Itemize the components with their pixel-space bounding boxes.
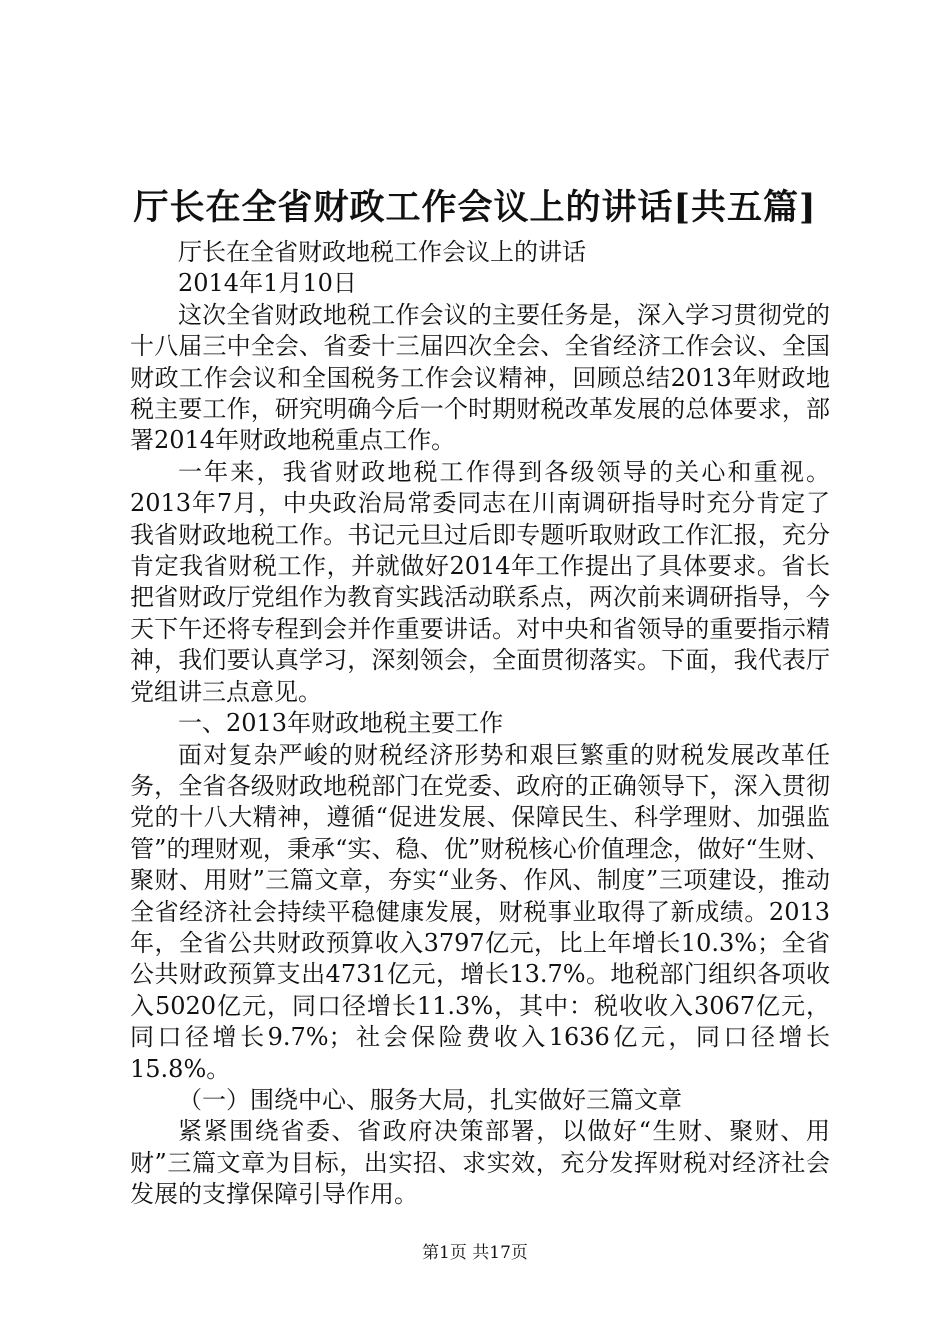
section-heading: 一、2013年财政地税主要工作 (178, 709, 504, 738)
body-paragraph: 紧紧围绕省委、省政府决策部署，以做好“生财、聚财、用财”三篇文章为目标，出实招、求实效，充分发挥财税对经济社会发展的支撑保障引导作用。 (130, 1117, 830, 1209)
page-footer: 第1页 共17页 (422, 1243, 528, 1263)
subsection-heading: （一）围绕中心、服务大局，扎实做好三篇文章 (178, 1085, 682, 1114)
subtitle-paragraph: 厅长在全省财政地税工作会议上的讲话 (178, 238, 586, 266)
date-paragraph: 2014年1月10日 (178, 269, 357, 298)
document-body (130, 237, 830, 1211)
document-title: 厅长在全省财政工作会议上的讲话[共五篇] (133, 187, 817, 228)
body-paragraph: 一年来，我省财政地税工作得到各级领导的关心和重视。2013年7月，中央政治局常委同志在川南调研指导时充分肯定了我省财政地税工作。书记元旦过后即专题听取财政工作汇报，充分肯定我省财税工作，并就做好2014年工作提出了具体要求。省长把省财政厅党组作为教育实践活动联系点，两次前来调研指导，今天下午还将专程到会并作重要讲话。对中央和省领导的重要指示精神，我们要认真学习，深刻领会，全面贯彻落实。下面，我代表厅党组讲三点意见。 (130, 457, 830, 706)
body-paragraph: 面对复杂严峻的财税经济形势和艰巨繁重的财税发展改革任务，全省各级财政地税部门在党委、政府的正确领导下，深入贯彻党的十八大精神，遵循“促进发展、保障民生、科学理财、加强监管”的理财观，秉承“实、稳、优”财税核心价值理念，做好“生财、聚财、用财”三篇文章，夯实“业务、作风、制度”三项建设，推动全省经济社会持续平稳健康发展，财税事业取得了新成绩。2013年，全省公共财政预算收入3797亿元，比上年增长10.3%；全省公共财政预算支出4731亿元，增长13.7%。地税部门组织各项收入5020亿元，同口径增长11.3%，其中：税收收入3067亿元，同口径增长9.7%；社会保险费收入1636亿元，同口径增长15.8%。 (130, 740, 830, 1083)
body-paragraph: 这次全省财政地税工作会议的主要任务是，深入学习贯彻党的十八届三中全会、省委十三届四次全会、全省经济工作会议、全国财政工作会议和全国税务工作会议精神，回顾总结2013年财政地税主要工作，研究明确今后一个时期财税改革发展的总体要求，部署2014年财政地税重点工作。 (130, 300, 830, 455)
